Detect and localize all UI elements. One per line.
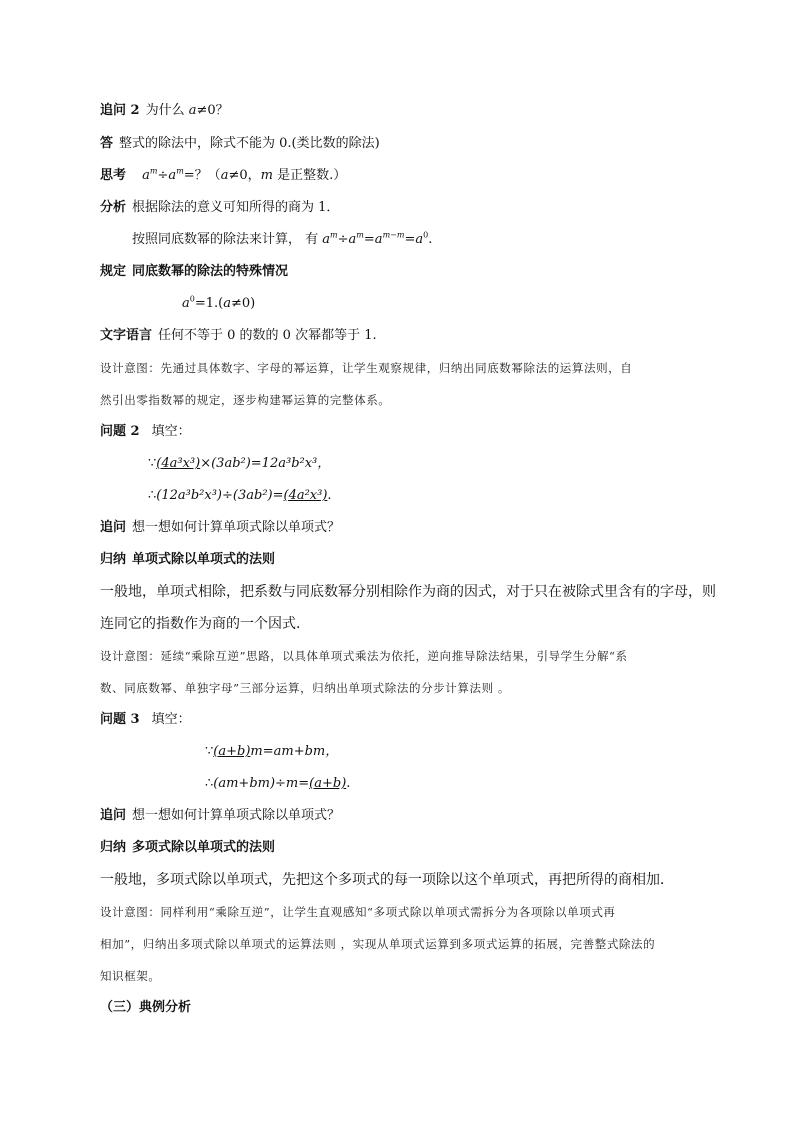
answer-line [100, 136, 380, 152]
fill-blank: (a+b) [213, 744, 251, 759]
fill-blank: (4a²x³) [283, 488, 328, 503]
text: 同底数幂的除法的特殊情况 [132, 264, 289, 279]
exp: m−m [382, 230, 405, 240]
text: . [428, 232, 433, 247]
because-symbol: ∵ [148, 456, 157, 471]
therefore-symbol: ∴ [205, 776, 214, 791]
label: 追问 [100, 520, 127, 535]
var: a [188, 103, 197, 118]
text: ≠0) [231, 296, 256, 311]
text: 填空： [151, 712, 191, 727]
think-line [100, 168, 346, 184]
var: a [220, 168, 229, 183]
var: a [322, 232, 331, 247]
exp: m [149, 166, 158, 176]
var: a [142, 168, 150, 183]
rule-text-1a: 一般地，单项式相除，把系数与同底数幂分别相除作为商的因式，对于只在被除式里含有的字母，则 [100, 584, 716, 600]
text: 想一想如何计算单项式除以单项式？ [132, 808, 341, 823]
text: 填空： [151, 424, 191, 439]
text: (am+bm)÷m= [213, 776, 310, 791]
analysis-line [100, 200, 339, 216]
design-intent-3a: 设计意图：同样利用“乘除互逆”，让学生直观感知“多项式除以单项式需拆分为各项除以单项式再 [100, 905, 616, 919]
text: 单项式除以单项式的法则 [132, 552, 276, 567]
text: 为什么 [145, 103, 189, 118]
exp: m [176, 166, 184, 176]
therefore-symbol: ∴ [148, 488, 157, 503]
because-symbol: ∵ [205, 744, 214, 759]
op: ÷ [157, 168, 169, 183]
text: ≠0， [228, 168, 261, 183]
exp: m [356, 230, 364, 240]
label: 文字语言 [100, 328, 153, 343]
label: 归纳 [100, 552, 127, 567]
fill-blank: (4a³x³) [156, 456, 201, 471]
follow-up-question-2 [100, 103, 229, 119]
summary-line-1 [100, 552, 275, 568]
label: 思考 [100, 168, 127, 183]
q3-formula-2 [205, 776, 350, 792]
design-intent-1b: 然引出零指数幂的规定，逐步构建幂运算的完整体系。 [100, 393, 391, 407]
text: =1.( [194, 296, 224, 311]
text: . [327, 488, 332, 503]
var: m [260, 168, 273, 183]
section-heading-examples: （三）典例分析 [100, 1000, 192, 1015]
text: 想一想如何计算单项式除以单项式？ [132, 520, 341, 535]
verbal-statement-line [100, 328, 377, 344]
label: 问题 3 [100, 712, 140, 727]
text: 按照同底数幂的除法来计算， 有 [132, 232, 323, 247]
op: ÷ [337, 232, 349, 247]
label: 答 [100, 136, 114, 151]
design-intent-3c: 知识框架。 [100, 969, 161, 983]
op: = [363, 232, 375, 247]
label: 分析 [100, 200, 127, 215]
var: a [168, 168, 177, 183]
design-intent-2a: 设计意图：延续“乘除互逆”思路，以具体单项式乘法为依托，逆向推导除法结果，引导学生分解“系 [100, 649, 628, 663]
rule-text-1b: 连同它的指数作为商的一个因式． [100, 616, 310, 632]
design-intent-1a: 设计意图：先通过具体数字、字母的幂运算，让学生观察规律，归纳出同底数幂除法的运算法则，自 [100, 361, 633, 375]
text: . [346, 776, 351, 791]
text: ≠0？ [196, 103, 229, 118]
label: 规定 [100, 264, 127, 279]
var: a [374, 232, 383, 247]
text: 多项式除以单项式的法则 [132, 840, 276, 855]
exp: m [330, 230, 338, 240]
op: = [404, 232, 416, 247]
label: 归纳 [100, 840, 127, 855]
q3-formula-1 [205, 744, 338, 760]
follow-up-line-2 [100, 808, 340, 824]
text: 整式的除法中，除式不能为 0.(类比数的除法) [119, 136, 380, 151]
question-2-line [100, 424, 191, 440]
fill-blank: (a+b) [309, 776, 347, 791]
text: =？（ [183, 168, 221, 183]
exp: 0 [423, 230, 429, 240]
design-intent-3b: 相加”，归纳出多项式除以单项式的运算法则 ，实现从单项式运算到多项式运算的拓展，完善整式除法的 [100, 937, 656, 951]
text: ×(3ab²)=12a³b²x³， [200, 456, 331, 471]
rule-line [100, 264, 288, 280]
summary-line-2 [100, 840, 275, 856]
zero-exponent-formula [182, 296, 255, 312]
label: 追问 2 [100, 103, 140, 118]
text: 是正整数.） [272, 168, 347, 183]
q2-formula-1 [148, 456, 330, 472]
design-intent-2b: 数、同底数幂、单独字母”三部分运算，归纳出单项式除法的分步计算法则 。 [100, 681, 511, 695]
text: m=am+bm， [250, 744, 339, 759]
label: 追问 [100, 808, 127, 823]
var: a [348, 232, 357, 247]
analysis-calc-line [132, 232, 432, 248]
text: 根据除法的意义可知所得的商为 1． [132, 200, 340, 215]
text: (12a³b²x³)÷(3ab²)= [156, 488, 284, 503]
follow-up-line-1 [100, 520, 340, 536]
var: a [182, 296, 190, 311]
var: a [223, 296, 231, 311]
var: a [415, 232, 424, 247]
label: 问题 2 [100, 424, 140, 439]
rule-text-2: 一般地，多项式除以单项式，先把这个多项式的每一项除以这个单项式，再把所得的商相加． [100, 872, 674, 888]
question-3-line [100, 712, 191, 728]
text: 任何不等于 0 的数的 0 次幂都等于 1. [158, 328, 377, 343]
q2-formula-2 [148, 488, 332, 504]
exp: 0 [189, 294, 195, 304]
